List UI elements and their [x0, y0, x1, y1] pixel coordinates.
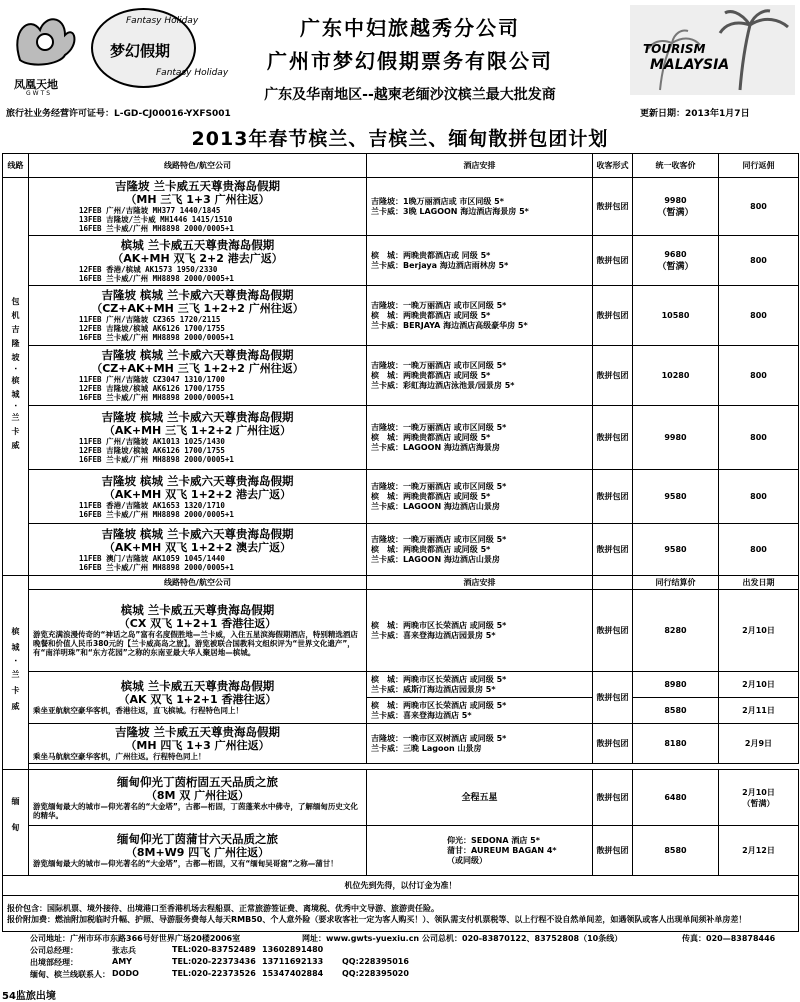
company-name-2: 广州市梦幻假期票务有限公司 [267, 49, 553, 73]
route-subtitle: （MH 四飞 1+3 广州往返） [125, 739, 270, 752]
hotel-line: 吉隆坡：一晚市区双树酒店 或同级 5* [371, 733, 507, 743]
page-title: 2013年春节槟兰、吉槟兰、缅甸散拼包团计划 [191, 128, 609, 150]
route-subtitle: （AK+MH 双飞 2+2 港去广返） [112, 251, 283, 265]
price-value: 9980 [664, 433, 687, 442]
hotel-cell [367, 406, 593, 470]
contact-tel: TEL:020-83752489 [172, 945, 256, 954]
date-cell: 2月10日 [719, 590, 799, 672]
form-cell: 散拼包团 [593, 770, 633, 826]
hotel-cell [367, 178, 593, 236]
table-row [3, 724, 799, 764]
hotel-line: 槟 城：两晚市区长荣酒店 或同级 5* [371, 620, 507, 630]
table-row [3, 470, 799, 524]
form-cell: 散拼包团 [593, 590, 633, 672]
hotel-cell [367, 470, 593, 524]
flight-line: 11FEB 澳门/吉隆坡 AK1059 1045/1440 [79, 553, 225, 563]
price-value: 9580 [664, 492, 687, 501]
update-date: 更新日期：2013年1月7日 [640, 109, 750, 119]
footer-address: 公司地址：广州市环市东路366号好世界广场20楼2006室 [30, 934, 241, 943]
hotel-line: 吉隆坡：一晚万丽酒店 或市区同级 5* [371, 481, 507, 491]
tagline: 广东及华南地区--越柬老缅沙汶槟兰最大批发商 [264, 87, 556, 103]
table-row [3, 524, 799, 576]
route-subtitle: （AK+MH 双飞 1+2+2 澳去广返） [103, 540, 292, 554]
price-cell [633, 470, 719, 524]
price-cell: 8580 [633, 826, 719, 876]
price-cell: 6480 [633, 770, 719, 826]
table-row [3, 406, 799, 470]
hotel-line: 兰卡威：彩虹海边酒店泳池景/园景房 5* [371, 380, 515, 390]
price-cell [633, 236, 719, 286]
brand-en-bottom: Fantasy Holiday [156, 68, 229, 78]
footer-fax: 传真：020—83878446 [682, 934, 776, 943]
price-cell [633, 406, 719, 470]
contact-qq: QQ:228395016 [342, 957, 409, 966]
hotel-line: （或同级） [447, 855, 487, 865]
form-cell: 散拼包团 [593, 236, 633, 286]
section2-header [3, 576, 799, 590]
header-form: 收客形式 [593, 154, 633, 178]
header-route: 线路特色/航空公司 [29, 154, 367, 178]
hotel-line: 吉隆坡：一晚万丽酒店 或市区同级 5* [371, 422, 507, 432]
contact-name: DODO [112, 969, 139, 978]
route-description: 乘坐亚航航空豪华客机，香港往返，直飞槟城。行程特色同上！ [33, 706, 243, 715]
route-title: 吉隆坡 兰卡威五天尊贵海岛假期 [114, 725, 280, 739]
notes-exclude: 报价附加费：燃油附加税临时升幅、护照、导游服务费每人每天RMB50、个人意外险（要求收客社一定为客人购买！）、领队需支付机票税等、以上行程不设自然单间差，如遇领队或客人出现单间须补单房差！ [7, 914, 747, 924]
flight-line: 11FEB 香港/吉隆坡 AK1653 1320/1710 [79, 500, 225, 510]
hotel-line: 吉隆坡：一晚万丽酒店 或市区同级 5* [371, 300, 507, 310]
price-value: 10280 [661, 371, 690, 380]
footer-website: 网址：www.gwts-yuexiu.cn [302, 934, 420, 943]
form-cell: 散拼包团 [593, 346, 633, 406]
route-cell [29, 470, 367, 524]
date-value: 2月10日 [742, 787, 775, 797]
price-cell: 8280 [633, 590, 719, 672]
price-cell [633, 524, 719, 576]
hotel-cell [367, 346, 593, 406]
route-title: 槟城 兰卡威五天尊贵海岛假期 [120, 603, 275, 617]
hotel-line: 兰卡威：喜来登海边酒店园景房 5* [371, 630, 496, 640]
route-title: 缅甸仰光丁茵桁固五天品质之旅 [117, 774, 278, 789]
route-cell [29, 770, 367, 826]
route-description: 游览缅甸最大的城市—仰光著名的“大金塔”，古都—桁固，丁茵蓬莱水中佛寺，了解缅甸历史文化的精华。 [33, 801, 358, 820]
hotel-line: 槟 城：两晚贵都酒店 或同级 5* [371, 491, 491, 501]
tm-text-1: TOURISM [643, 42, 706, 56]
header-date: 出发日期 [719, 576, 799, 590]
contact-mobile: 13602891480 [262, 945, 324, 954]
route-subtitle: （CX 双飞 1+2+1 香港往返） [118, 617, 277, 630]
route-subtitle: （8M+W9 四飞 广州往返） [125, 846, 270, 859]
header [0, 0, 800, 118]
table-row [3, 672, 799, 698]
price-note: （暂满） [657, 207, 694, 218]
footer-phone: 公司总机：020-83870122、83752808（10条线） [422, 934, 623, 943]
route-cell [29, 178, 367, 236]
header-route: 线路特色/航空公司 [29, 576, 367, 590]
route-subtitle: （AK+MH 三飞 1+2+2 广州往返） [103, 424, 292, 437]
price-value: 9980 [664, 195, 687, 205]
contact-role: 出境部经理： [30, 958, 78, 967]
phoenix-logo-icon [10, 10, 80, 70]
form-cell: 散拼包团 [593, 524, 633, 576]
contact-mobile: 13711692133 [262, 957, 324, 966]
flight-line: 11FEB 广州/吉隆坡 CZ365 1720/2115 [79, 315, 221, 324]
hotel-line: 槟 城：两晚市区长荣酒店 或同级 5* [371, 674, 507, 684]
hotel-line: 槟 城：两晚贵都酒店 或同级 5* [371, 432, 491, 442]
table-row [3, 770, 799, 826]
hotel-cell [367, 724, 593, 764]
date-cell: 2月10日 [719, 672, 799, 698]
route-title: 槟城 兰卡威五天尊贵海岛假期 [120, 679, 275, 693]
contact-qq: QQ:228395020 [342, 969, 409, 978]
table-row [3, 178, 799, 236]
route-cell [29, 524, 367, 576]
contact-tel: TEL:020-22373436 [172, 957, 256, 966]
flight-line: 16FEB 兰卡威/广州 MH8898 2000/0005+1 [79, 273, 234, 283]
flight-line: 16FEB 兰卡威/广州 MH8898 2000/0005+1 [79, 224, 234, 233]
notes-include: 报价包含：国际机票、境外接待、出境港口至香港机场去程船票、正常旅游签证费、离境税、优秀中文导游、旅游责任险。 [7, 903, 439, 913]
contact-name: AMY [112, 957, 132, 966]
route-subtitle: （MH 三飞 1+3 广州往返） [125, 193, 270, 206]
logo-cn: 凤凰天地 [14, 78, 58, 91]
route-title: 吉隆坡 兰卡威五天尊贵海岛假期 [114, 179, 280, 193]
hotel-line: 槟 城：两晚市区长荣酒店 或同级 5* [371, 700, 507, 710]
form-cell: 散拼包团 [593, 672, 633, 724]
hotel-line: 槟 城：两晚贵都酒店或 同级 5* [371, 250, 491, 260]
date-cell: 2月9日 [719, 724, 799, 764]
hotel-line: 吉隆坡：1晚万丽酒店或 市区同级 5* [371, 196, 504, 206]
contact-role: 缅甸、槟兰线联系人： [30, 970, 110, 979]
price-cell: 8180 [633, 724, 719, 764]
company-name-1: 广东中妇旅越秀分公司 [300, 16, 520, 40]
route-title: 吉隆坡 槟城 兰卡威六天尊贵海岛假期 [101, 473, 294, 488]
route-cell [29, 286, 367, 346]
region-label: 包机吉隆坡·槟城·兰卡威 [3, 178, 29, 576]
hotel-line: 兰卡威：喜来登海边酒店 5* [371, 710, 472, 720]
flight-line: 16FEB 兰卡威/广州 MH8898 2000/0005+1 [79, 562, 234, 572]
header-price: 同行结算价 [633, 576, 719, 590]
form-cell: 散拼包团 [593, 470, 633, 524]
route-cell [29, 672, 367, 724]
form-cell: 散拼包团 [593, 724, 633, 764]
slogan-row [3, 876, 799, 896]
contact-role: 公司总经理： [30, 946, 78, 955]
flight-line: 16FEB 兰卡威/广州 MH8898 2000/0005+1 [79, 333, 234, 342]
commission-cell: 800 [719, 236, 799, 286]
route-title: 吉隆坡 槟城 兰卡威六天尊贵海岛假期 [101, 288, 294, 302]
hotel-line: 兰卡威：LAGOON 海边酒店山景房 [371, 554, 500, 564]
flight-line: 12FEB 吉隆坡/槟城 AK6126 1700/1755 [79, 384, 225, 393]
hotel-line: 兰卡威：威斯汀海边酒店园景房 5* [371, 684, 496, 694]
route-cell [29, 590, 367, 672]
route-title: 吉隆坡 槟城 兰卡威六天尊贵海岛假期 [101, 410, 294, 424]
contact-mobile: 15347402884 [262, 969, 324, 978]
hotel-line: 槟 城：两晚贵都酒店 或同级 5* [371, 544, 491, 554]
date-cell: 2月12日 [719, 826, 799, 876]
flight-line: 11FEB 广州/吉隆坡 CZ3047 1310/1700 [79, 375, 225, 384]
price-value: 9580 [664, 545, 687, 554]
price-cell [633, 178, 719, 236]
commission-cell: 800 [719, 524, 799, 576]
hotel-line: 兰卡威：LAGOON 海边酒店海景房 [371, 442, 500, 452]
hotel-line: 全程五星 [461, 792, 498, 803]
hotel-line: 兰卡威：BERJAYA 海边酒店高级豪华房 5* [371, 320, 528, 330]
header-line: 线路 [3, 154, 29, 178]
header-commission: 同行返佣 [719, 154, 799, 178]
hotel-cell [367, 672, 593, 698]
route-subtitle: （AK 双飞 1+2+1 香港往返） [118, 693, 277, 706]
hotel-line: 吉隆坡：一晚万丽酒店 或市区同级 5* [371, 360, 507, 370]
route-title: 槟城 兰卡威五天尊贵海岛假期 [120, 237, 275, 252]
table-row [3, 286, 799, 346]
flight-line: 16FEB 兰卡威/广州 MH8898 2000/0005+1 [79, 393, 234, 402]
commission-cell: 800 [719, 406, 799, 470]
price-value: 9680 [664, 249, 687, 259]
brand-en-top: Fantasy Holiday [126, 16, 199, 26]
route-cell [29, 724, 367, 764]
commission-cell: 800 [719, 286, 799, 346]
price-note: （暂满） [657, 261, 694, 272]
footer [2, 925, 798, 983]
route-subtitle: （CZ+AK+MH 三飞 1+2+2 广州往返） [91, 302, 304, 315]
contact-name: 张志兵 [112, 946, 136, 955]
price-value: 10580 [661, 311, 690, 320]
commission-cell: 800 [719, 346, 799, 406]
route-description: 游览缅甸最大的城市—仰光著名的“大金塔”，古都—桁固，又有“缅甸吴哥窟”之称—蒲甘！ [33, 859, 338, 868]
license-number: 旅行社业务经营许可证号：L-GD-CJ00016-YXFS001 [6, 109, 231, 119]
tour-table [2, 153, 799, 932]
header-price: 统一收客价 [633, 154, 719, 178]
commission-cell: 800 [719, 470, 799, 524]
form-cell: 散拼包团 [593, 178, 633, 236]
price-cell: 8580 [633, 698, 719, 724]
brand-name: 梦幻假期 [110, 42, 171, 60]
section1-header [3, 154, 799, 178]
route-description: 游览充满浪漫传奇的“神话之岛”富有名度假胜地—兰卡威，入住五星滨海假期酒店，特别精选酒店晚餐和价值人民币380元的【兰卡威高岛之旅】。游览被联合国教科文组织评为“世界文化遗产”，有“南洋明珠”和“东方花园”之称的东南亚最大华人聚居地—槟城。 [33, 630, 358, 657]
flight-line: 12FEB 吉隆坡/槟城 AK6126 1700/1755 [79, 324, 225, 333]
table-row [3, 236, 799, 286]
date-note: （暂满） [742, 798, 775, 808]
hotel-line: 仰光：SEDONA 酒店 5* [447, 835, 540, 845]
contact-tel: TEL:020-22373526 [172, 969, 256, 978]
hotel-line: 兰卡威：Berjaya 海边酒店雨林房 5* [371, 260, 509, 270]
hotel-cell [367, 590, 593, 672]
company-names [230, 12, 590, 74]
page-number: 54监旅出境 [2, 991, 56, 1002]
price-cell [633, 346, 719, 406]
header-hotel: 酒店安排 [367, 154, 593, 178]
tm-text-2: MALAYSIA [650, 57, 730, 73]
header-form-blank [593, 576, 633, 590]
route-cell [29, 346, 367, 406]
route-cell [29, 406, 367, 470]
price-cell: 8980 [633, 672, 719, 698]
table-row [3, 346, 799, 406]
hotel-cell [367, 770, 593, 826]
flight-line: 13FEB 吉隆坡/兰卡威 MH1446 1415/1510 [79, 215, 233, 224]
hotel-line: 兰卡威：三晚 Lagoon 山景房 [371, 743, 482, 753]
header-hotel: 酒店安排 [367, 576, 593, 590]
form-cell: 散拼包团 [593, 406, 633, 470]
route-description: 乘坐马航航空豪华客机，广州往返。行程特色同上！ [33, 752, 206, 761]
hotel-cell [367, 698, 593, 724]
hotel-cell [367, 524, 593, 576]
region-label: 槟城·兰卡威 [3, 576, 29, 770]
hotel-line: 槟 城：两晚贵都酒店 或同级 5* [371, 370, 491, 380]
table-row [3, 826, 799, 876]
route-subtitle: （8M 双 广州往返） [145, 788, 250, 802]
route-subtitle: （AK+MH 双飞 1+2+2 港去广返） [103, 487, 292, 501]
hotel-cell [367, 826, 593, 876]
logo-en: GWTS [26, 90, 53, 97]
hotel-line: 槟 城：两晚贵都酒店 或同级 5* [371, 310, 491, 320]
route-title: 缅甸仰光丁茵蒲甘六天品质之旅 [117, 832, 278, 846]
hotel-line: 吉隆坡：一晚万丽酒店 或市区同级 5* [371, 534, 507, 544]
price-cell [633, 286, 719, 346]
slogan: 机位先到先得，以付订金为准！ [3, 876, 799, 896]
region-label: 缅甸 [3, 770, 29, 876]
hotel-line: 兰卡威：3晚 LAGOON 海边酒店海景房 5* [371, 206, 529, 216]
hotel-line: 兰卡威：LAGOON 海边酒店山景房 [371, 501, 500, 511]
hotel-line: 蒲甘：AUREUM BAGAN 4* [447, 845, 557, 855]
route-title: 吉隆坡 槟城 兰卡威六天尊贵海岛假期 [101, 348, 294, 362]
table-row [3, 590, 799, 672]
hotel-cell [367, 286, 593, 346]
flight-line: 11FEB 广州/吉隆坡 AK1013 1025/1430 [79, 437, 225, 446]
route-title: 吉隆坡 槟城 兰卡威六天尊贵海岛假期 [101, 526, 294, 541]
flight-line: 16FEB 兰卡威/广州 MH8898 2000/0005+1 [79, 455, 234, 464]
date-cell: 2月11日 [719, 698, 799, 724]
form-cell: 散拼包团 [593, 286, 633, 346]
flight-line: 12FEB 香港/槟城 AK1573 1950/2330 [79, 264, 218, 274]
date-cell [719, 770, 799, 826]
flight-line: 12FEB 吉隆坡/槟城 AK6126 1700/1755 [79, 446, 225, 455]
commission-cell: 800 [719, 178, 799, 236]
route-subtitle: （CZ+AK+MH 三飞 1+2+2 广州往返） [91, 362, 304, 375]
form-cell: 散拼包团 [593, 826, 633, 876]
route-cell [29, 826, 367, 876]
flight-line: 12FEB 广州/吉隆坡 MH377 1440/1845 [79, 206, 221, 215]
flight-line: 16FEB 兰卡威/广州 MH8898 2000/0005+1 [79, 509, 234, 519]
hotel-cell [367, 236, 593, 286]
route-cell [29, 236, 367, 286]
